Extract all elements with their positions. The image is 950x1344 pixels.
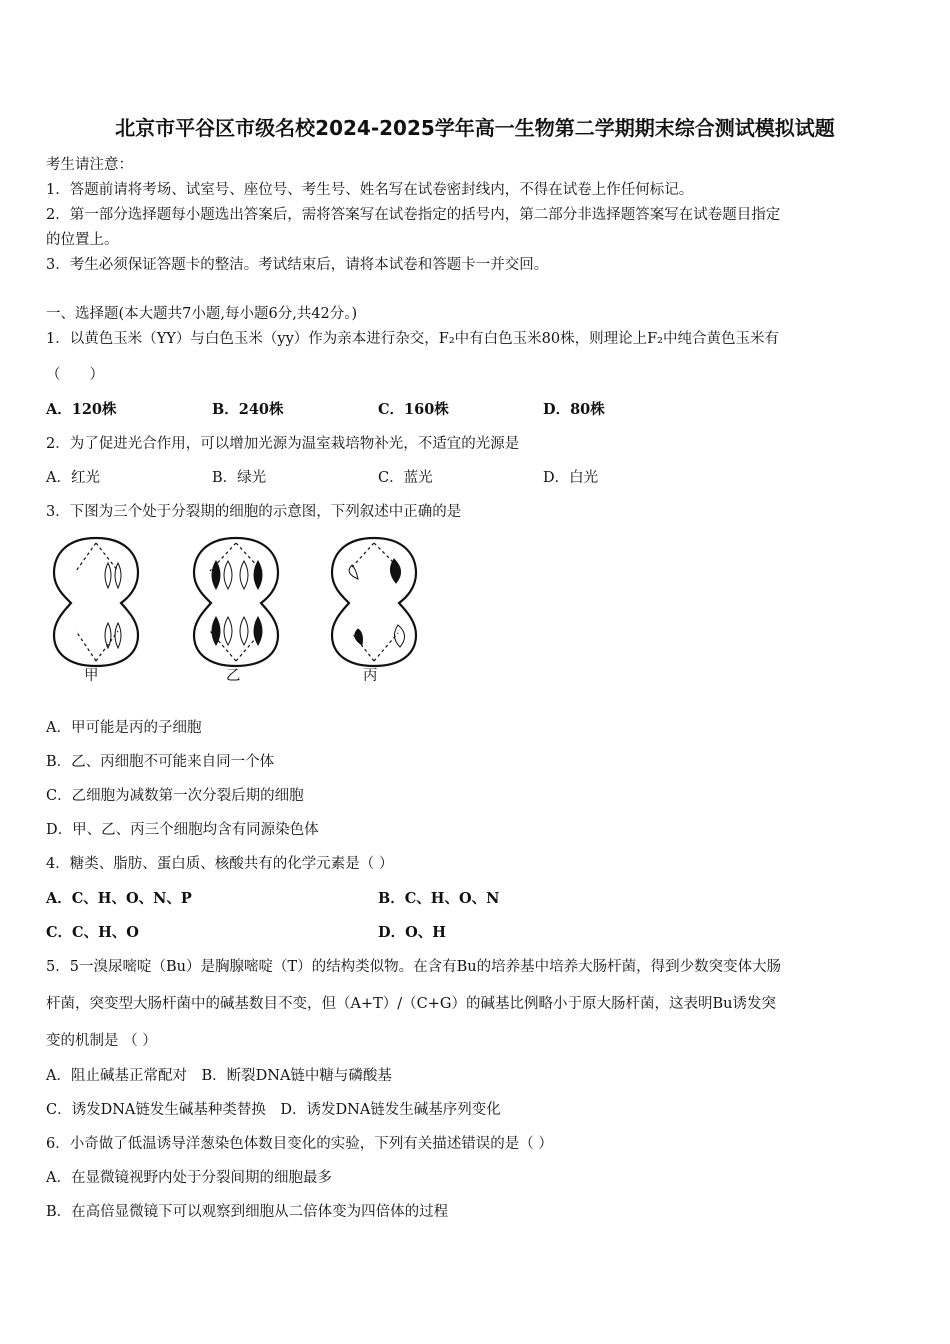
question-1 xyxy=(46,327,779,348)
q3-option-a: A．甲可能是丙的子细胞 xyxy=(46,720,202,736)
question-text: 糖类、脂肪、蛋白质、核酸共有的化学元素是（ ） xyxy=(69,856,394,872)
q5-options-ab: A．阻止碱基正常配对 B．断裂DNA链中糖与磷酸基 xyxy=(46,1068,392,1084)
notice-item-1: 1．答题前请将考场、试室号、座位号、考生号、姓名写在试卷密封线内，不得在试卷上作任何标记。 xyxy=(46,182,694,198)
question-number: 3． xyxy=(46,504,70,520)
q4-option-a: A．C、H、O、N、P xyxy=(46,890,192,907)
question-6 xyxy=(46,1132,553,1153)
q4-option-b: B．C、H、O、N xyxy=(378,890,500,907)
question-number: 1． xyxy=(46,331,70,347)
notice-heading: 考生请注意： xyxy=(46,157,133,173)
question-text: 为了促进光合作用，可以增加光源为温室栽培物补光，不适宜的光源是 xyxy=(69,436,520,452)
figure-label-bing: 丙 xyxy=(363,668,378,684)
q4-option-d: D．O、H xyxy=(378,924,446,941)
question-number: 6． xyxy=(46,1136,70,1152)
figure-label-jia: 甲 xyxy=(84,668,99,684)
figure-label-yi: 乙 xyxy=(226,668,241,684)
question-4 xyxy=(46,852,393,873)
cell-jia xyxy=(54,538,138,666)
notice-item-2: 2．第一部分选择题每小题选出答案后，需将答案写在试卷指定的括号内，第二部分非选择题答案写在试卷题目指定 xyxy=(46,207,781,223)
cell-yi xyxy=(194,538,278,666)
section-heading: 一、选择题(本大题共7小题,每小题6分,共42分。) xyxy=(46,306,358,322)
q1-option-b: B．240株 xyxy=(212,401,284,418)
q2-option-c: C．蓝光 xyxy=(378,470,433,486)
question-number: 4． xyxy=(46,856,70,872)
question-number: 2． xyxy=(46,436,70,452)
question-2 xyxy=(46,432,519,453)
q2-option-a: A．红光 xyxy=(46,470,100,486)
q6-option-b: B．在高倍显微镜下可以观察到细胞从二倍体变为四倍体的过程 xyxy=(46,1204,449,1220)
question-5-line-3: 变的机制是 （ ） xyxy=(46,1033,157,1049)
page-title: 北京市平谷区市级名校2024-2025学年高一生物第二学期期末综合测试模拟试题 xyxy=(115,116,835,140)
q4-option-c: C．C、H、O xyxy=(46,924,139,941)
q5-options-cd: C．诱发DNA链发生碱基种类替换 D．诱发DNA链发生碱基序列变化 xyxy=(46,1102,501,1118)
q3-option-c: C．乙细胞为减数第一次分裂后期的细胞 xyxy=(46,788,304,804)
question-3 xyxy=(46,500,461,521)
question-1-cont: （ ） xyxy=(46,367,104,383)
q2-option-b: B．绿光 xyxy=(212,470,267,486)
question-text: 以黄色玉米（YY）与白色玉米（yy）作为亲本进行杂交，F₂中有白色玉米80株，则理论上F₂中纯合黄色玉米有 xyxy=(69,331,779,347)
notice-item-3: 3．考生必须保证答题卡的整洁。考试结束后，请将本试卷和答题卡一并交回。 xyxy=(46,257,549,273)
q2-option-d: D．白光 xyxy=(543,470,599,486)
q3-option-b: B．乙、丙细胞不可能来自同一个体 xyxy=(46,754,275,770)
q1-option-d: D．80株 xyxy=(543,401,605,418)
notice-item-2-cont: 的位置上。 xyxy=(46,232,119,248)
q1-option-c: C．160株 xyxy=(378,401,449,418)
question-text: 下图为三个处于分裂期的细胞的示意图，下列叙述中正确的是 xyxy=(69,504,462,520)
question-text: 5一溴尿嘧啶（Bu）是胸腺嘧啶（T）的结构类似物。在含有Bu的培养基中培养大肠杆菌，得到少数突变体大肠 xyxy=(69,959,782,975)
cell-bing xyxy=(332,538,416,666)
question-number: 5． xyxy=(46,959,70,975)
question-5 xyxy=(46,955,781,976)
q3-option-d: D．甲、乙、丙三个细胞均含有同源染色体 xyxy=(46,822,319,838)
q1-option-a: A．120株 xyxy=(46,401,117,418)
question-5-line-2: 杆菌，突变型大肠杆菌中的碱基数目不变，但（A+T）/（C+G）的碱基比例略小于原大肠杆菌，这表明Bu诱发突 xyxy=(46,996,776,1012)
question-text: 小奇做了低温诱导洋葱染色体数目变化的实验，下列有关描述错误的是（ ） xyxy=(69,1136,553,1152)
q6-option-a: A．在显微镜视野内处于分裂间期的细胞最多 xyxy=(46,1170,332,1186)
